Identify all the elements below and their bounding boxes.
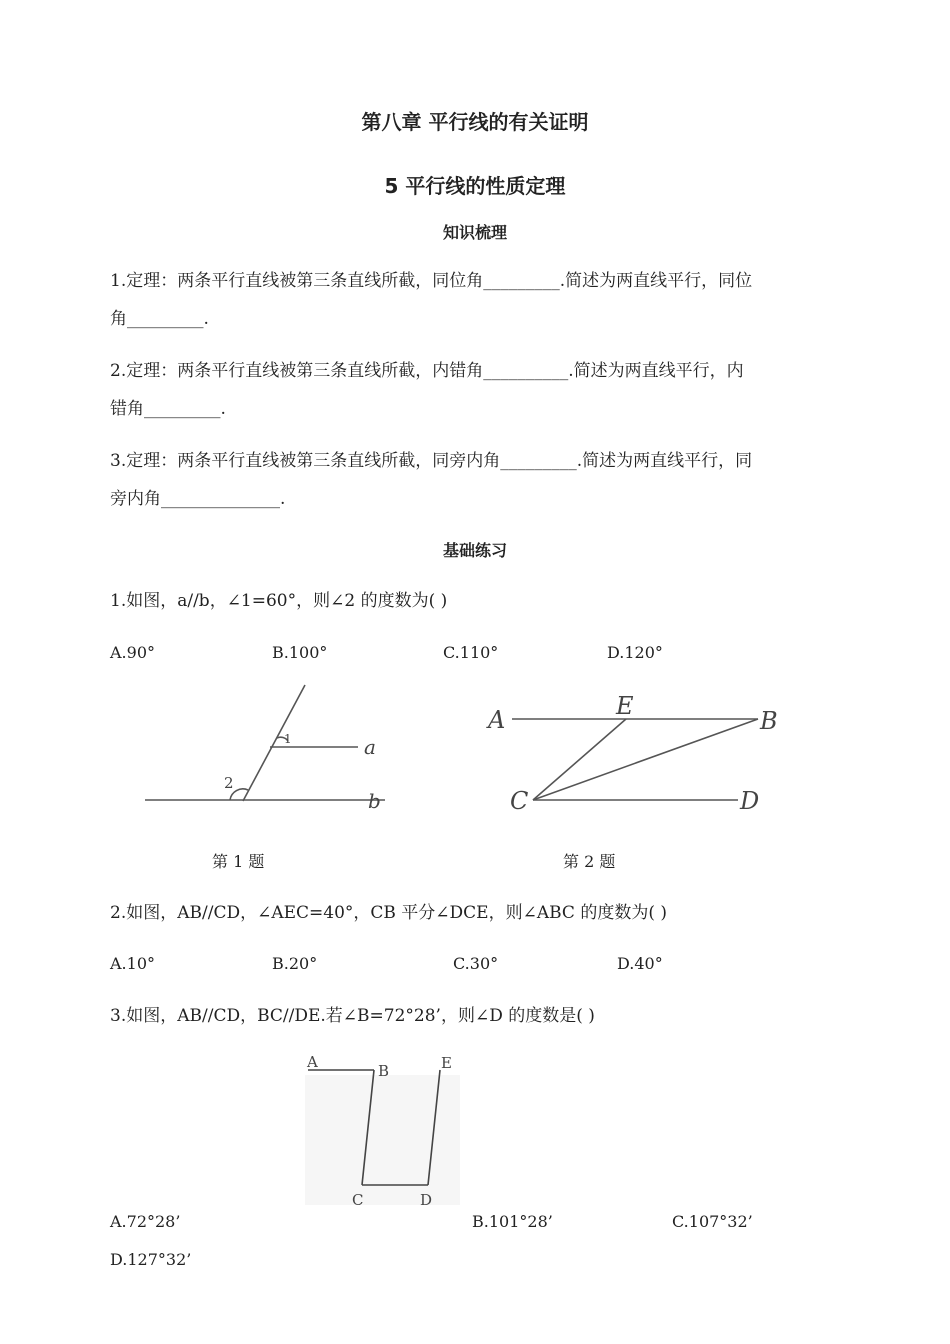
q2-option-d: D.40° — [617, 954, 663, 973]
knowledge-item-1-line2: 角_________. — [110, 309, 209, 329]
point-e-label: E — [441, 1054, 452, 1072]
label-angle-1: 1 — [284, 732, 292, 746]
practice-heading: 基础练习 — [442, 541, 507, 560]
knowledge-item-2-line2: 错角_________. — [110, 399, 226, 419]
segment-ce — [533, 719, 626, 800]
knowledge-heading: 知识梳理 — [442, 223, 507, 242]
transversal-line — [243, 685, 305, 801]
q1-figure-caption: 第 1 题 — [212, 852, 265, 871]
section-title: 5 平行线的性质定理 — [384, 174, 566, 198]
q3-stem: 3.如图，AB//CD，BC//DE.若∠B=72°28’，则∠D 的度数是( ) — [110, 1006, 595, 1026]
q1-stem: 1.如图，a//b，∠1=60°，则∠2 的度数为( ) — [110, 591, 448, 611]
q2-option-b: B.20° — [272, 954, 318, 973]
q1-option-a: A.90° — [110, 643, 155, 662]
chapter-title: 第八章 平行线的有关证明 — [361, 110, 589, 134]
q1-figure — [140, 680, 400, 820]
q2-option-c: C.30° — [453, 954, 499, 973]
q1-option-d: D.120° — [607, 643, 663, 662]
label-angle-2: 2 — [224, 774, 234, 792]
point-b-label: B — [378, 1062, 390, 1080]
point-a-label: A — [307, 1053, 318, 1071]
q2-figure-caption: 第 2 题 — [563, 852, 616, 871]
q3-option-d: D.127°32’ — [110, 1250, 192, 1269]
q3-figure — [300, 1045, 470, 1215]
point-c-label: C — [510, 787, 529, 815]
knowledge-item-1-line1: 1.定理：两条平行直线被第三条直线所截，同位角_________.简述为两直线平行，同位 — [110, 271, 753, 291]
q2-option-a: A.10° — [110, 954, 155, 973]
segment-cb — [533, 719, 758, 800]
q1-option-c: C.110° — [443, 643, 499, 662]
point-a-label: A — [488, 706, 506, 734]
point-b-label: B — [760, 707, 778, 735]
label-b: b — [368, 789, 381, 813]
q1-option-b: B.100° — [272, 643, 328, 662]
point-c-label: C — [352, 1191, 364, 1209]
knowledge-item-3-line1: 3.定理：两条平行直线被第三条直线所截，同旁内角_________.简述为两直线平行，同 — [110, 451, 753, 471]
point-d-label: D — [740, 787, 760, 815]
q2-stem: 2.如图，AB//CD，∠AEC=40°，CB 平分∠DCE，则∠ABC 的度数为( ) — [110, 903, 667, 923]
label-a: a — [364, 735, 376, 759]
q2-figure — [480, 690, 790, 820]
q3-option-b: B.101°28’ — [472, 1212, 553, 1231]
q3-option-c: C.107°32’ — [672, 1212, 753, 1231]
knowledge-item-2-line1: 2.定理：两条平行直线被第三条直线所截，内错角__________.简述为两直线平行，内 — [110, 361, 744, 381]
point-e-label: E — [616, 692, 634, 720]
point-d-label: D — [420, 1191, 433, 1209]
q3-option-a: A.72°28’ — [110, 1212, 181, 1231]
knowledge-item-3-line2: 旁内角______________. — [110, 489, 286, 509]
